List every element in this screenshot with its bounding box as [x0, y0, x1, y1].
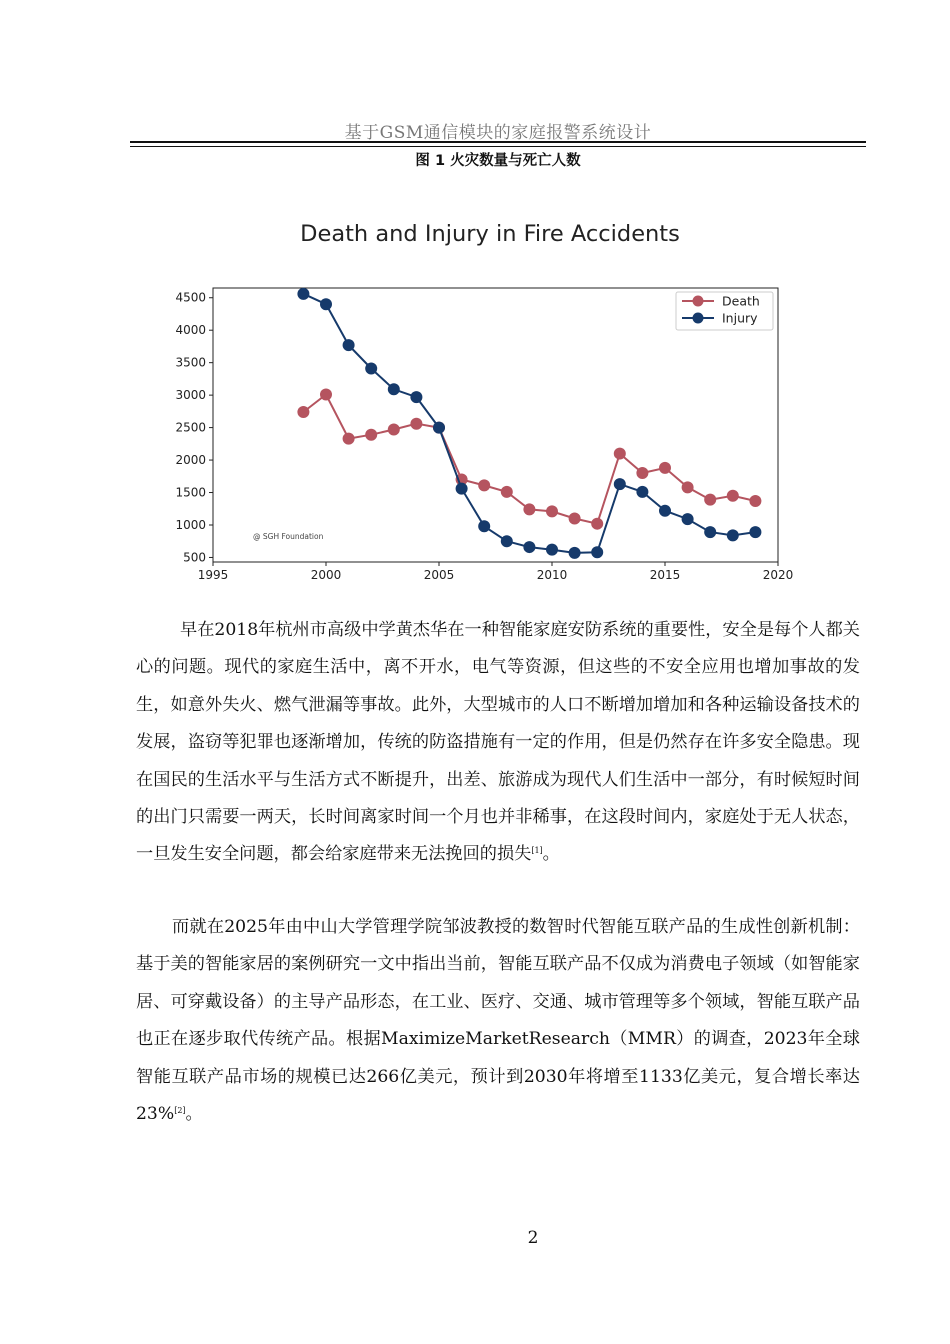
- y-tick-label: 4000: [175, 323, 206, 338]
- death-data-point: [410, 418, 422, 430]
- death-data-point: [523, 503, 535, 515]
- fire-accidents-line-chart: [150, 205, 800, 590]
- injury-data-point: [727, 529, 739, 541]
- death-data-point: [591, 518, 603, 530]
- injury-data-point: [320, 298, 332, 310]
- injury-data-point: [704, 526, 716, 538]
- death-data-point: [727, 490, 739, 502]
- paragraph-2: [136, 909, 860, 1133]
- injury-data-point: [682, 513, 694, 525]
- citation-1[interactable]: [1]: [531, 846, 543, 856]
- running-header: 基于GSM通信模块的家庭报警系统设计: [344, 123, 652, 143]
- legend-death-label: Death: [722, 293, 760, 309]
- injury-data-point: [546, 544, 558, 556]
- paragraph-2-text: 而就在2025年由中山大学管理学院邹波教授的数智时代智能互联产品的生成性创新机制：基于美的智能家居的案例研究一文中指出当前，智能互联产品不仅成为消费电子领域（如智能家居、可穿戴设备）的主导产品形态，在工业、医疗、交通、城市管理等多个领域，智能互联产品也正在逐步取代传统产品。根据MaximizeMarketResearch（MMR）的调查，2023年全球智能互联产品市场的规模已达266亿美元，预计到2030年将增至1133亿美元，复合增长率达23%: [136, 917, 860, 1125]
- injury-data-point: [501, 535, 513, 547]
- injury-data-point: [297, 288, 309, 300]
- chart-legend: [676, 292, 773, 330]
- injury-data-point: [343, 339, 355, 351]
- death-data-point: [388, 424, 400, 436]
- y-tick-label: 500: [183, 550, 206, 565]
- injury-data-point: [569, 547, 581, 559]
- page-number: 2: [527, 1228, 539, 1248]
- y-tick-label: 3500: [175, 355, 206, 370]
- death-data-point: [704, 494, 716, 506]
- legend-injury-label: Injury: [722, 310, 758, 326]
- injury-data-point: [591, 546, 603, 558]
- x-tick-label: 2005: [423, 568, 455, 582]
- injury-data-point: [456, 483, 468, 495]
- injury-data-point: [410, 391, 422, 403]
- death-data-point: [569, 512, 581, 524]
- x-tick-label: 2010: [536, 568, 568, 582]
- death-data-point: [501, 486, 513, 498]
- paragraph-1-text: 早在2018年杭州市高级中学黄杰华在一种智能家庭安防系统的重要性，安全是每个人都关心的问题。现代的家庭生活中，离不开水，电气等资源，但这些的不安全应用也增加事故的发生，如意外失火、燃气泄漏等事故。此外，大型城市的人口不断增加增加和各种运输设备技术的发展，盗窃等犯罪也逐渐增加，传统的防盗措施有一定的作用，但是仍然存在许多安全隐患。现在国民的生活水平与生活方式不断提升，出差、旅游成为现代人们生活中一部分，有时候短时间的出门只需要一两天，长时间离家时间一个月也并非稀事，在这段时间内，家庭处于无人状态，一旦发生安全问题，都会给家庭带来无法挽回的损失: [136, 620, 860, 865]
- death-data-point: [749, 495, 761, 507]
- y-tick-label: 3000: [175, 388, 206, 403]
- y-tick-label: 1500: [175, 485, 206, 500]
- injury-data-point: [433, 422, 445, 434]
- x-tick-label: 2015: [649, 568, 681, 582]
- death-data-point: [320, 388, 332, 400]
- y-tick-label: 1000: [175, 517, 206, 532]
- death-data-point: [297, 406, 309, 418]
- injury-data-point: [478, 520, 490, 532]
- x-tick-label: 2000: [310, 568, 342, 582]
- injury-data-point: [523, 541, 535, 553]
- x-tick-label: 1995: [197, 568, 229, 582]
- paragraph-2-end: 。: [185, 1104, 203, 1125]
- death-data-point: [365, 429, 377, 441]
- y-tick-label: 2500: [175, 420, 206, 435]
- death-data-point: [614, 448, 626, 460]
- header-rule-thin: [130, 146, 866, 147]
- injury-data-point: [388, 383, 400, 395]
- injury-data-point: [614, 478, 626, 490]
- injury-data-point: [659, 505, 671, 517]
- paragraph-1: [136, 612, 860, 874]
- death-data-point: [546, 505, 558, 517]
- legend-injury-marker: [693, 313, 704, 324]
- death-data-point: [682, 481, 694, 493]
- injury-data-point: [749, 526, 761, 538]
- header-rule-thick: [130, 141, 866, 143]
- death-data-point: [478, 479, 490, 491]
- chart-title: Death and Injury in Fire Accidents: [300, 221, 680, 247]
- chart-watermark: @ SGH Foundation: [253, 532, 324, 541]
- x-tick-label: 2020: [762, 568, 794, 582]
- figure-caption: 图 1 火灾数量与死亡人数: [415, 153, 581, 169]
- paragraph-1-end: 。: [542, 844, 560, 865]
- y-tick-label: 4500: [175, 290, 206, 305]
- citation-2[interactable]: [2]: [174, 1106, 186, 1116]
- death-data-point: [343, 433, 355, 445]
- legend-death-marker: [693, 296, 704, 307]
- injury-data-point: [636, 486, 648, 498]
- death-data-point: [659, 462, 671, 474]
- death-data-point: [636, 467, 648, 479]
- injury-data-point: [365, 363, 377, 375]
- y-tick-label: 2000: [175, 453, 206, 468]
